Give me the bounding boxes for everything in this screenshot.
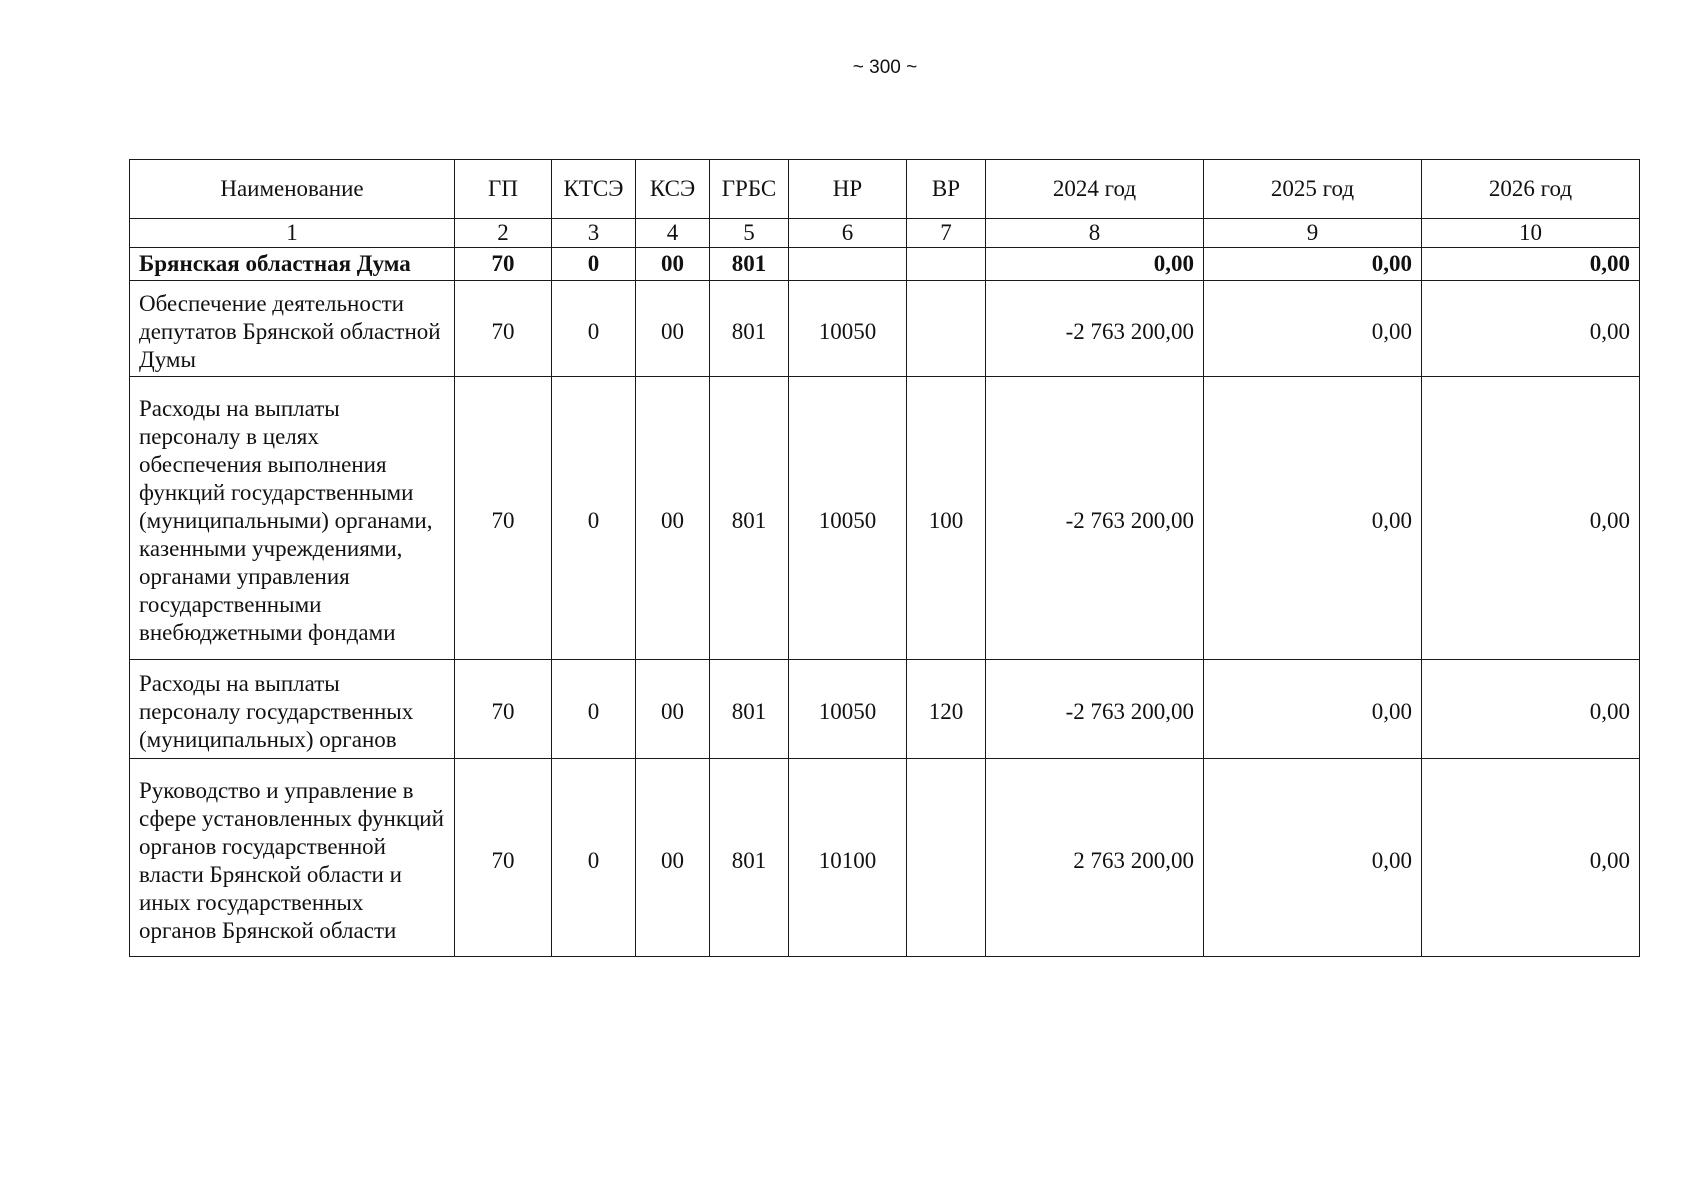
row-2024: -2 763 200,00 — [986, 660, 1204, 759]
row-ktse: 0 — [552, 281, 636, 377]
row-name: Руководство и управление в сфере установленных функций органов государственной власти Брянской области и иных государственных органов Брянской области — [130, 759, 455, 957]
page-number: ~ 300 ~ — [852, 57, 918, 78]
column-number: 4 — [636, 219, 710, 248]
row-2026: 0,00 — [1422, 281, 1640, 377]
table-row — [130, 759, 1640, 957]
row-gp: 70 — [455, 281, 552, 377]
row-kse: 00 — [636, 377, 710, 660]
row-2025: 0,00 — [1204, 281, 1422, 377]
row-nr — [789, 248, 907, 281]
row-name: Обеспечение деятельности депутатов Брянской областной Думы — [130, 281, 455, 377]
header-2026: 2026 год — [1422, 160, 1640, 219]
row-2026: 0,00 — [1422, 377, 1640, 660]
row-kse: 00 — [636, 248, 710, 281]
column-number: 6 — [789, 219, 907, 248]
row-2026: 0,00 — [1422, 248, 1640, 281]
column-numbering-row — [130, 219, 1640, 248]
header-ktse: КТСЭ — [552, 160, 636, 219]
row-gp: 70 — [455, 248, 552, 281]
table-row — [130, 248, 1640, 281]
row-grbs: 801 — [710, 281, 789, 377]
row-name: Расходы на выплаты персоналу в целях обеспечения выполнения функций государственными (муниципальными) органами, казенными учреждениями, органами управления государственными внебюджетными фондами — [130, 377, 455, 660]
table-row — [130, 377, 1640, 660]
row-2024: 0,00 — [986, 248, 1204, 281]
row-2024: -2 763 200,00 — [986, 377, 1204, 660]
row-kse: 00 — [636, 281, 710, 377]
row-2026: 0,00 — [1422, 759, 1640, 957]
header-vr: ВР — [907, 160, 986, 219]
row-gp: 70 — [455, 660, 552, 759]
row-nr: 10100 — [789, 759, 907, 957]
row-vr: 100 — [907, 377, 986, 660]
row-nr: 10050 — [789, 281, 907, 377]
row-gp: 70 — [455, 759, 552, 957]
row-ktse: 0 — [552, 660, 636, 759]
row-vr — [907, 281, 986, 377]
header-name: Наименование — [130, 160, 455, 219]
header-nr: НР — [789, 160, 907, 219]
column-number: 1 — [130, 219, 455, 248]
row-ktse: 0 — [552, 377, 636, 660]
header-2025: 2025 год — [1204, 160, 1422, 219]
row-grbs: 801 — [710, 660, 789, 759]
header-grbs: ГРБС — [710, 160, 789, 219]
row-2026: 0,00 — [1422, 660, 1640, 759]
row-grbs: 801 — [710, 759, 789, 957]
row-name: Расходы на выплаты персоналу государственных (муниципальных) органов — [130, 660, 455, 759]
row-2025: 0,00 — [1204, 660, 1422, 759]
table-header-row — [130, 160, 1640, 219]
row-name: Брянская областная Дума — [130, 248, 455, 281]
table-row — [130, 281, 1640, 377]
row-vr — [907, 759, 986, 957]
column-number: 8 — [986, 219, 1204, 248]
column-number: 9 — [1204, 219, 1422, 248]
row-nr: 10050 — [789, 377, 907, 660]
row-kse: 00 — [636, 759, 710, 957]
row-ktse: 0 — [552, 248, 636, 281]
row-2025: 0,00 — [1204, 759, 1422, 957]
row-2025: 0,00 — [1204, 248, 1422, 281]
row-nr: 10050 — [789, 660, 907, 759]
row-vr — [907, 248, 986, 281]
row-2024: 2 763 200,00 — [986, 759, 1204, 957]
column-number: 10 — [1422, 219, 1640, 248]
row-2025: 0,00 — [1204, 377, 1422, 660]
row-gp: 70 — [455, 377, 552, 660]
row-grbs: 801 — [710, 377, 789, 660]
budget-table — [129, 159, 1640, 957]
column-number: 3 — [552, 219, 636, 248]
row-grbs: 801 — [710, 248, 789, 281]
row-kse: 00 — [636, 660, 710, 759]
row-vr: 120 — [907, 660, 986, 759]
header-gp: ГП — [455, 160, 552, 219]
row-2024: -2 763 200,00 — [986, 281, 1204, 377]
column-number: 5 — [710, 219, 789, 248]
row-ktse: 0 — [552, 759, 636, 957]
table-row — [130, 660, 1640, 759]
column-number: 2 — [455, 219, 552, 248]
column-number: 7 — [907, 219, 986, 248]
header-kse: КСЭ — [636, 160, 710, 219]
header-2024: 2024 год — [986, 160, 1204, 219]
